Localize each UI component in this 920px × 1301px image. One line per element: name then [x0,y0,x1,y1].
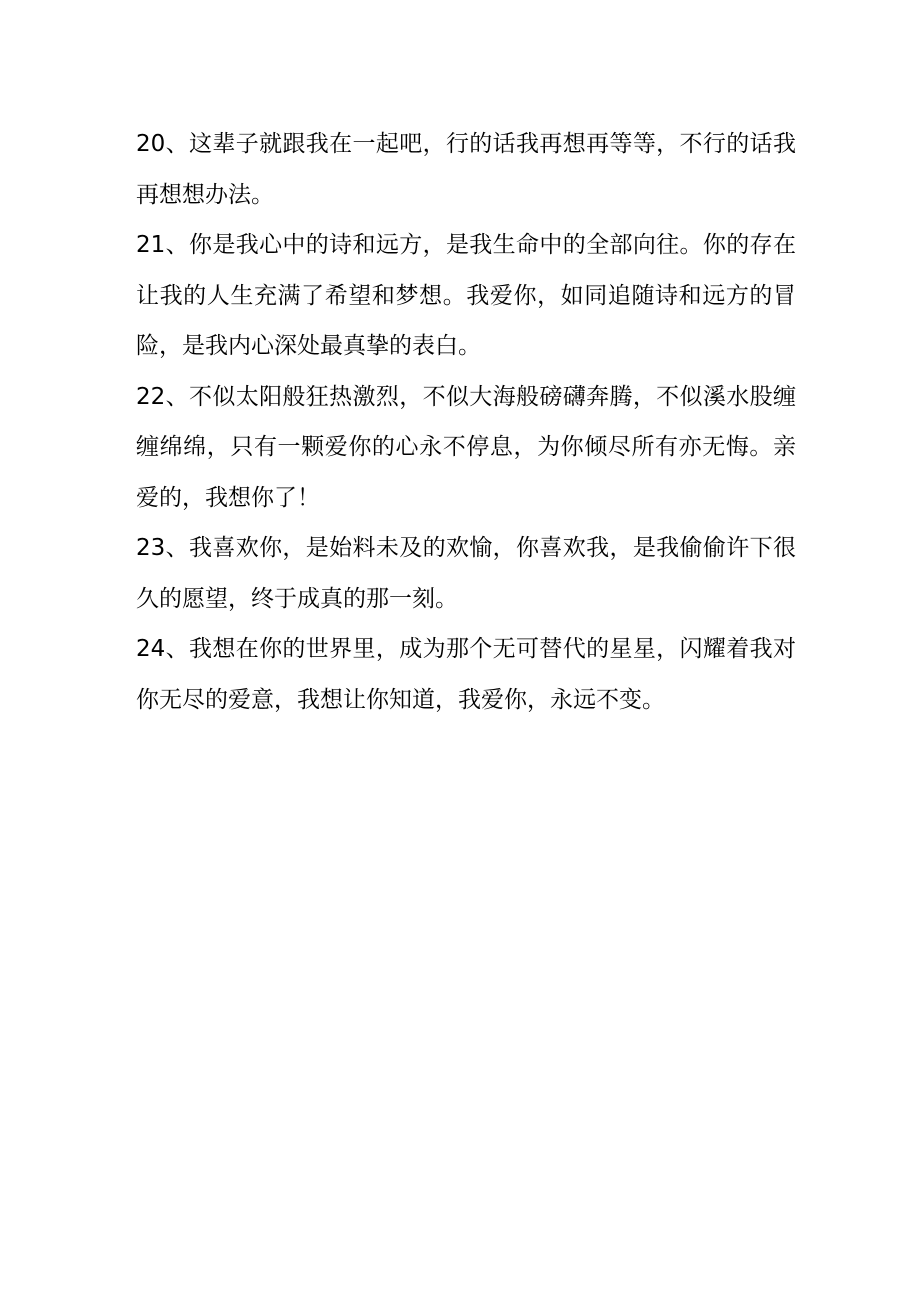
paragraph-22: 22、不似太阳般狂热激烈，不似大海般磅礴奔腾，不似溪水股缠缠绵绵，只有一颗爱你的心永不停息，为你倾尽所有亦无悔。亲爱的，我想你了！ [136,383,796,511]
paragraph-23: 23、我喜欢你，是始料未及的欢愉，你喜欢我，是我偷偷许下很久的愿望，终于成真的那一刻。 [136,535,796,612]
paragraph-24: 24、我想在你的世界里，成为那个无可替代的星星，闪耀着我对你无尽的爱意，我想让你知道，我爱你，永远不变。 [136,636,796,713]
paragraph-21: 21、你是我心中的诗和远方，是我生命中的全部向往。你的存在让我的人生充满了希望和梦想。我爱你，如同追随诗和远方的冒险，是我内心深处最真挚的表白。 [136,232,796,359]
paragraph-20: 20、这辈子就跟我在一起吧，行的话我再想再等等，不行的话我再想想办法。 [136,131,796,208]
document-body [136,119,796,725]
